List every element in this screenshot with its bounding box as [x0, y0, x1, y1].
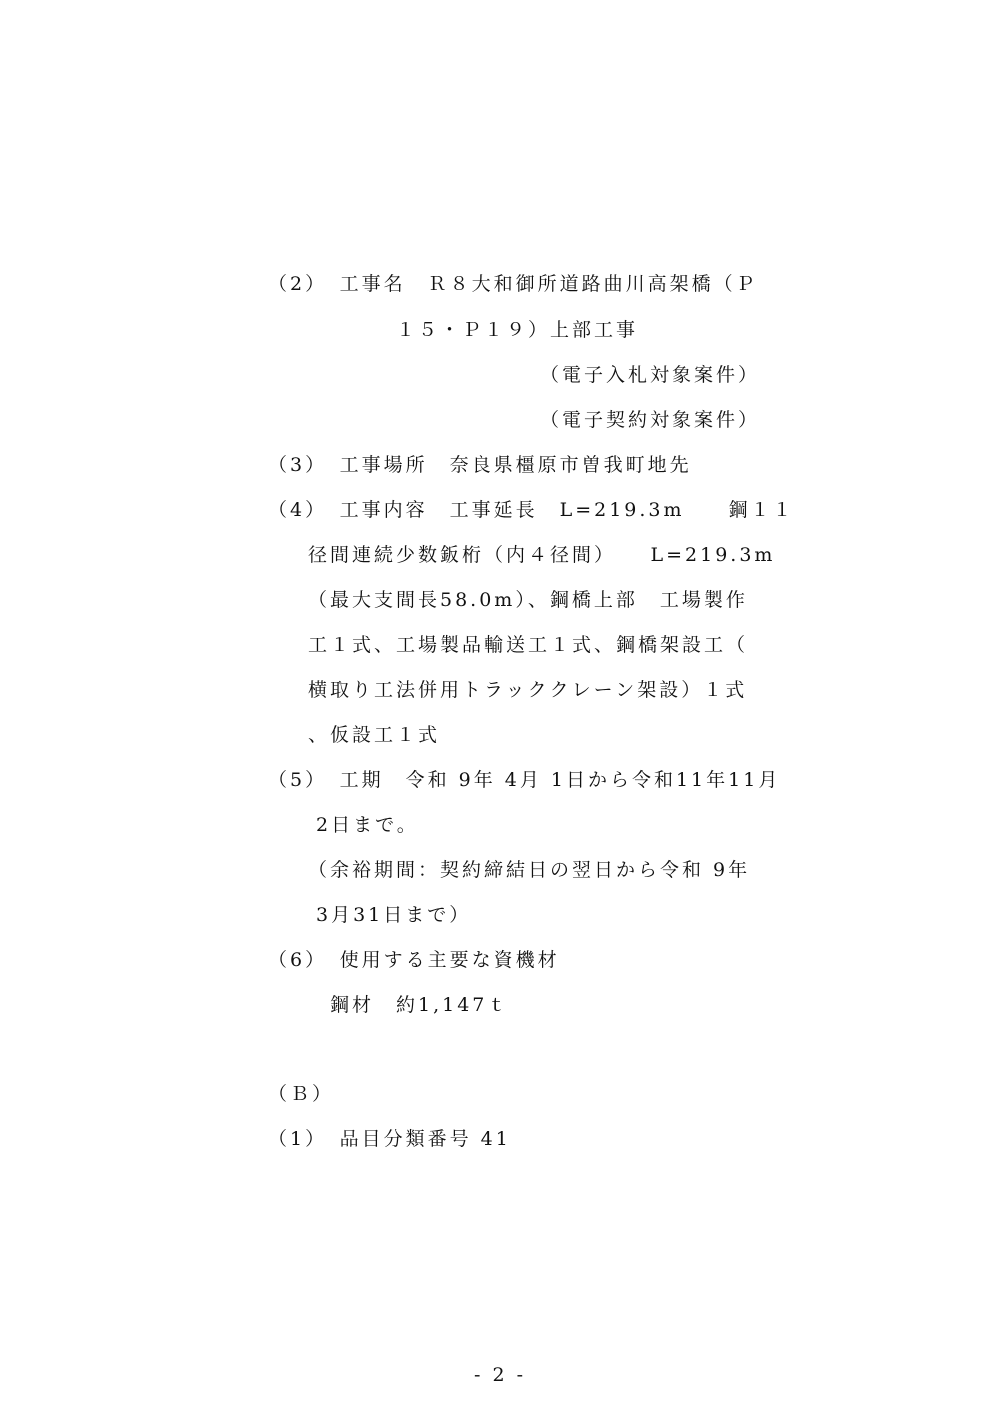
- item-5-line-2: 2日まで。: [316, 814, 419, 836]
- item-4-line-1: （4） 工事内容 工事延長 L=219.3m 鋼１１: [268, 499, 795, 521]
- item-4-line-6: 、仮設工１式: [308, 724, 441, 746]
- item-6-material: 鋼材 約1,147ｔ: [330, 994, 510, 1016]
- item-4-line-2: 径間連続少数鈑桁（内４径間） L=219.3m: [308, 544, 776, 566]
- page-number: - 2 -: [473, 1364, 526, 1386]
- item-b1-classification: （1） 品目分類番号 41: [268, 1128, 511, 1150]
- item-4-line-4: 工１式、工場製品輸送工１式、鋼橋架設工（: [308, 634, 749, 656]
- item-5-line-1: （5） 工期 令和 9年 4月 1日から令和11年11月: [268, 769, 781, 791]
- item-5-line-4: 3月31日まで）: [316, 904, 472, 926]
- item-4-line-5: 横取り工法併用トラッククレーン架設）１式: [308, 679, 748, 701]
- item-3-location: （3） 工事場所 奈良県橿原市曽我町地先: [268, 454, 692, 476]
- item-2-line-1: （2） 工事名 Ｒ８大和御所道路曲川高架橋（Ｐ: [268, 273, 758, 295]
- item-4-line-3: （最大支間長58.0m）、鋼橋上部 工場製作: [308, 589, 748, 611]
- item-5-line-3: （余裕期間：契約締結日の翌日から令和 9年: [308, 859, 751, 881]
- item-2-line-2: １５・Ｐ１９）上部工事: [396, 319, 639, 341]
- section-b-heading: （Ｂ）: [268, 1083, 335, 1105]
- item-6-title: （6） 使用する主要な資機材: [268, 949, 560, 971]
- e-contract-note: （電子契約対象案件）: [540, 409, 761, 431]
- e-bidding-note: （電子入札対象案件）: [540, 364, 761, 386]
